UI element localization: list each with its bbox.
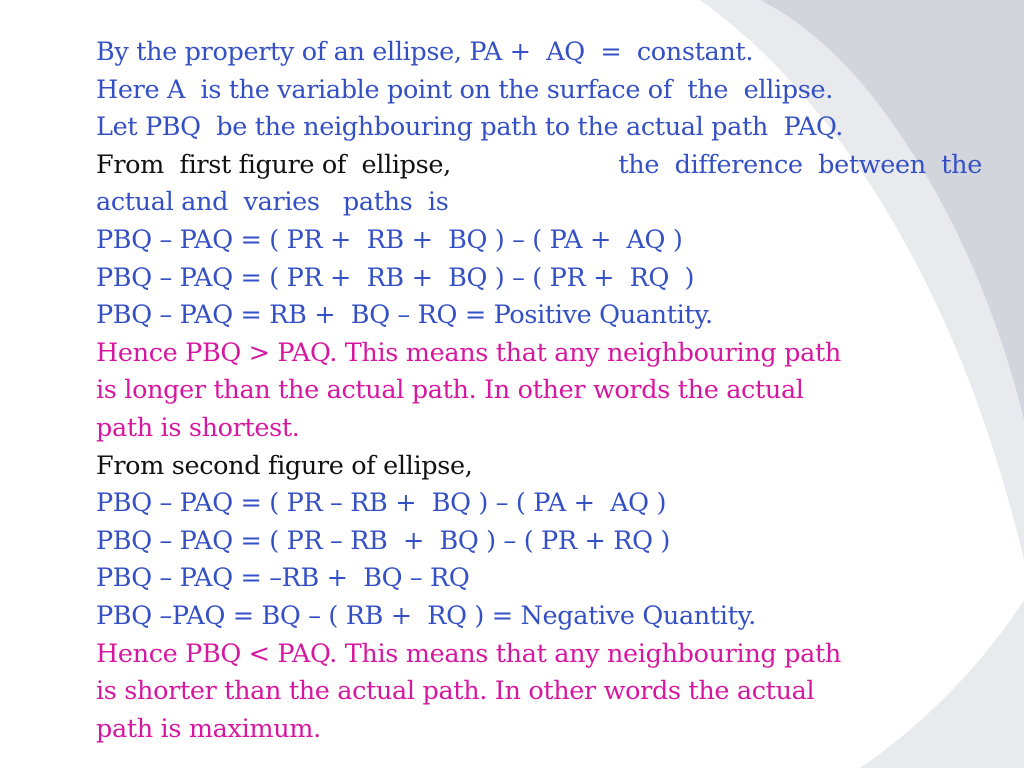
conclusion-line-4: Hence PBQ < PAQ. This means that any neighbouring path [96, 638, 841, 669]
equation-line-1: PBQ – PAQ = ( PR + RB + BQ ) – ( PA + AQ ) [96, 224, 683, 255]
text-line-first-figure [96, 147, 982, 185]
conclusion-line-5: is shorter than the actual path. In other words the actual [96, 676, 815, 707]
equation-line-7-negative: PBQ –PAQ = BQ – ( RB + RQ ) = Negative Quantity. [96, 600, 756, 631]
heading-first-figure: From first figure of ellipse, [96, 149, 451, 180]
conclusion-line-1: Hence PBQ > PAQ. This means that any neighbouring path [96, 337, 841, 368]
text-line-property-statement: By the property of an ellipse, PA + AQ = constant. [96, 37, 754, 67]
equation-line-3-positive: PBQ – PAQ = RB + BQ – RQ = Positive Quantity. [96, 300, 713, 331]
equation-line-4: PBQ – PAQ = ( PR – RB + BQ ) – ( PA + AQ ) [96, 488, 667, 519]
conclusion-line-3: path is shortest. [96, 412, 300, 443]
conclusion-line-2: is longer than the actual path. In other words the actual [96, 375, 804, 406]
slide-body-text [96, 34, 982, 748]
heading-second-figure: From second figure of ellipse, [96, 450, 473, 481]
equation-line-6: PBQ – PAQ = –RB + BQ – RQ [96, 563, 470, 594]
equation-line-5: PBQ – PAQ = ( PR – RB + BQ ) – ( PR + RQ ) [96, 525, 670, 556]
text-line-variable-point: Here A is the variable point on the surface of the ellipse. [96, 74, 834, 105]
conclusion-line-6: path is maximum. [96, 713, 321, 744]
text-difference-between: the difference between the [618, 149, 982, 180]
equation-line-2: PBQ – PAQ = ( PR + RB + BQ ) – ( PR + RQ ) [96, 262, 695, 293]
text-line-actual-and-varies: actual and varies paths is [96, 187, 449, 218]
text-line-neighbouring-path: Let PBQ be the neighbouring path to the actual path PAQ. [96, 112, 844, 143]
